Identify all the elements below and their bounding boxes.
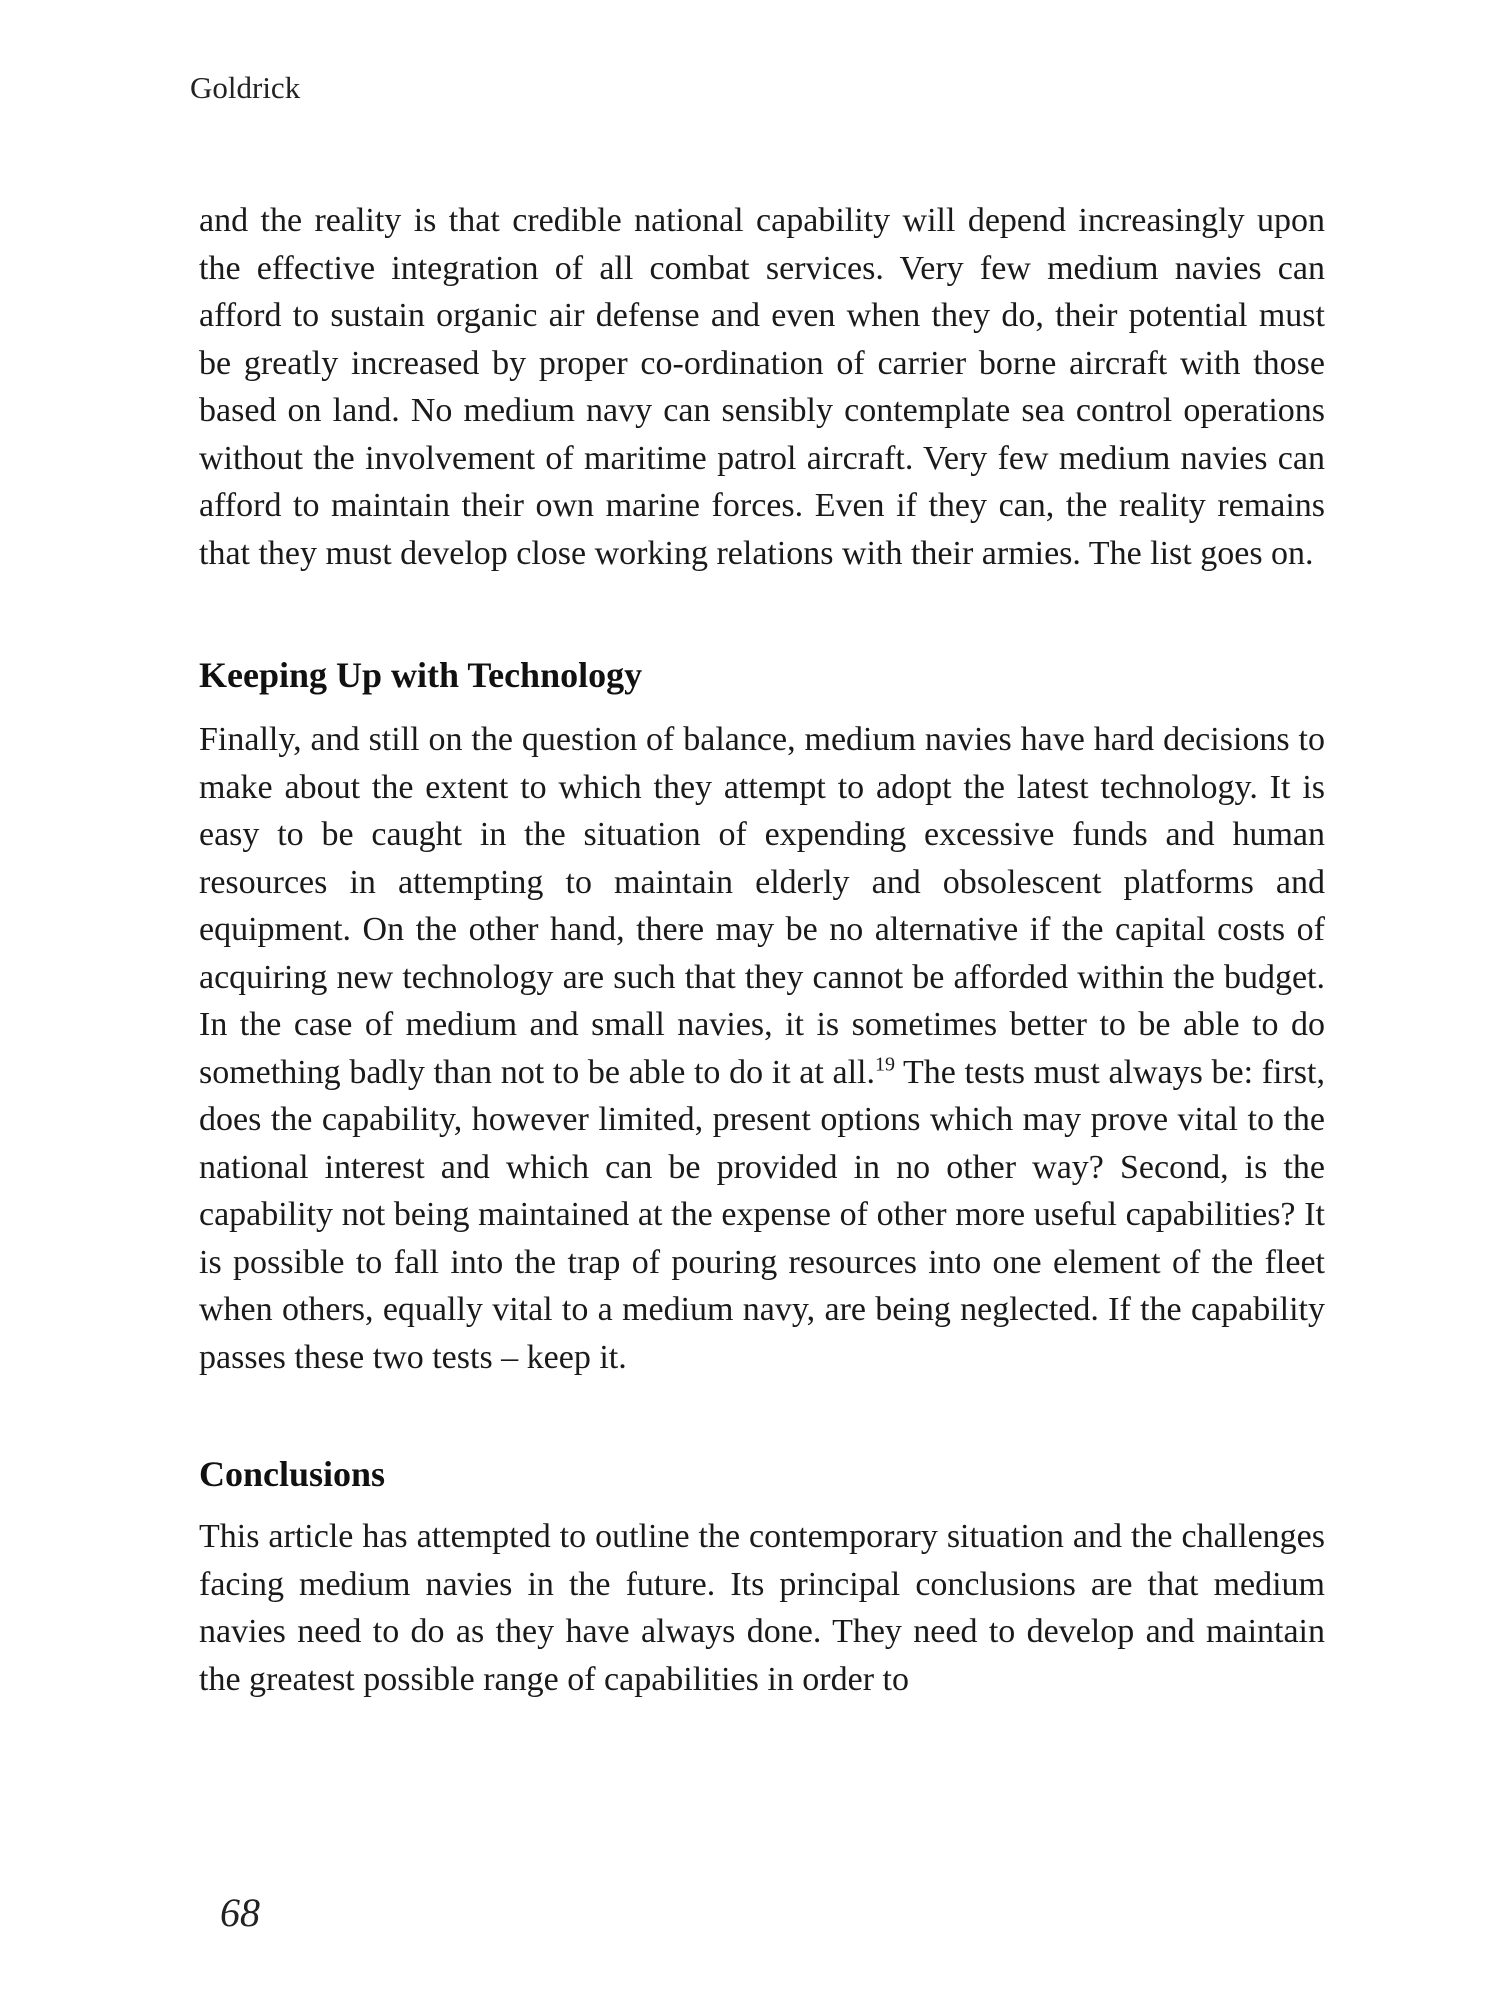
footnote-marker: 19	[874, 1053, 895, 1076]
paragraph-technology	[199, 716, 1325, 1381]
paragraph-text-part1: Finally, and still on the question of balance, medium navies have hard decisions to make about the extent to which they attempt to adopt the latest technology. It is easy to be caught in the situation of expending excessive funds and human resources in attempting to maintain elderly and obsolescent platforms and equipment. On the other hand, there may be no alternative if the capital costs of acquiring new technology are such that they cannot be afforded within the budget. In the case of medium and small navies, it is sometimes better to be able to do something badly than not to be able to do it at all.	[199, 721, 1325, 1091]
section-heading-technology: Keeping Up with Technology	[199, 655, 643, 695]
section-heading-conclusions: Conclusions	[199, 1454, 386, 1494]
paragraph-text: and the reality is that credible national capability will depend increasingly upon the effective integration of all combat services. Very few medium navies can afford to sustain organic air defense and even when they do, their potential must be greatly increased by proper co-ordination of carrier borne aircraft with those based on land. No medium navy can sensibly contemplate sea control operations without the involvement of maritime patrol aircraft. Very few medium navies can afford to maintain their own marine forces. Even if they can, the reality remains that they must develop close working relations with their armies. The list goes on.	[199, 202, 1325, 572]
page-number: 68	[220, 1890, 260, 1935]
paragraph-text: This article has attempted to outline the contemporary situation and the challenges facing medium navies in the future. Its principal conclusions are that medium navies need to do as they have always done. They need to develop and maintain the greatest possible range of capabilities in order to	[199, 1518, 1325, 1698]
paragraph-integration	[199, 197, 1325, 577]
paragraph-conclusions	[199, 1513, 1325, 1703]
running-head-author: Goldrick	[190, 70, 301, 105]
paragraph-text	[199, 716, 1325, 1381]
paragraph-text-part2: The tests must always be: first, does the capability, however limited, present options which may prove vital to the national interest and which can be provided in no other way? Second, is the capability not being maintained at the expense of other more useful capabilities? It is possible to fall into the trap of pouring resources into one element of the fleet when others, equally vital to a medium navy, are being neglected. If the capability passes these two tests – keep it.	[199, 1053, 1325, 1376]
